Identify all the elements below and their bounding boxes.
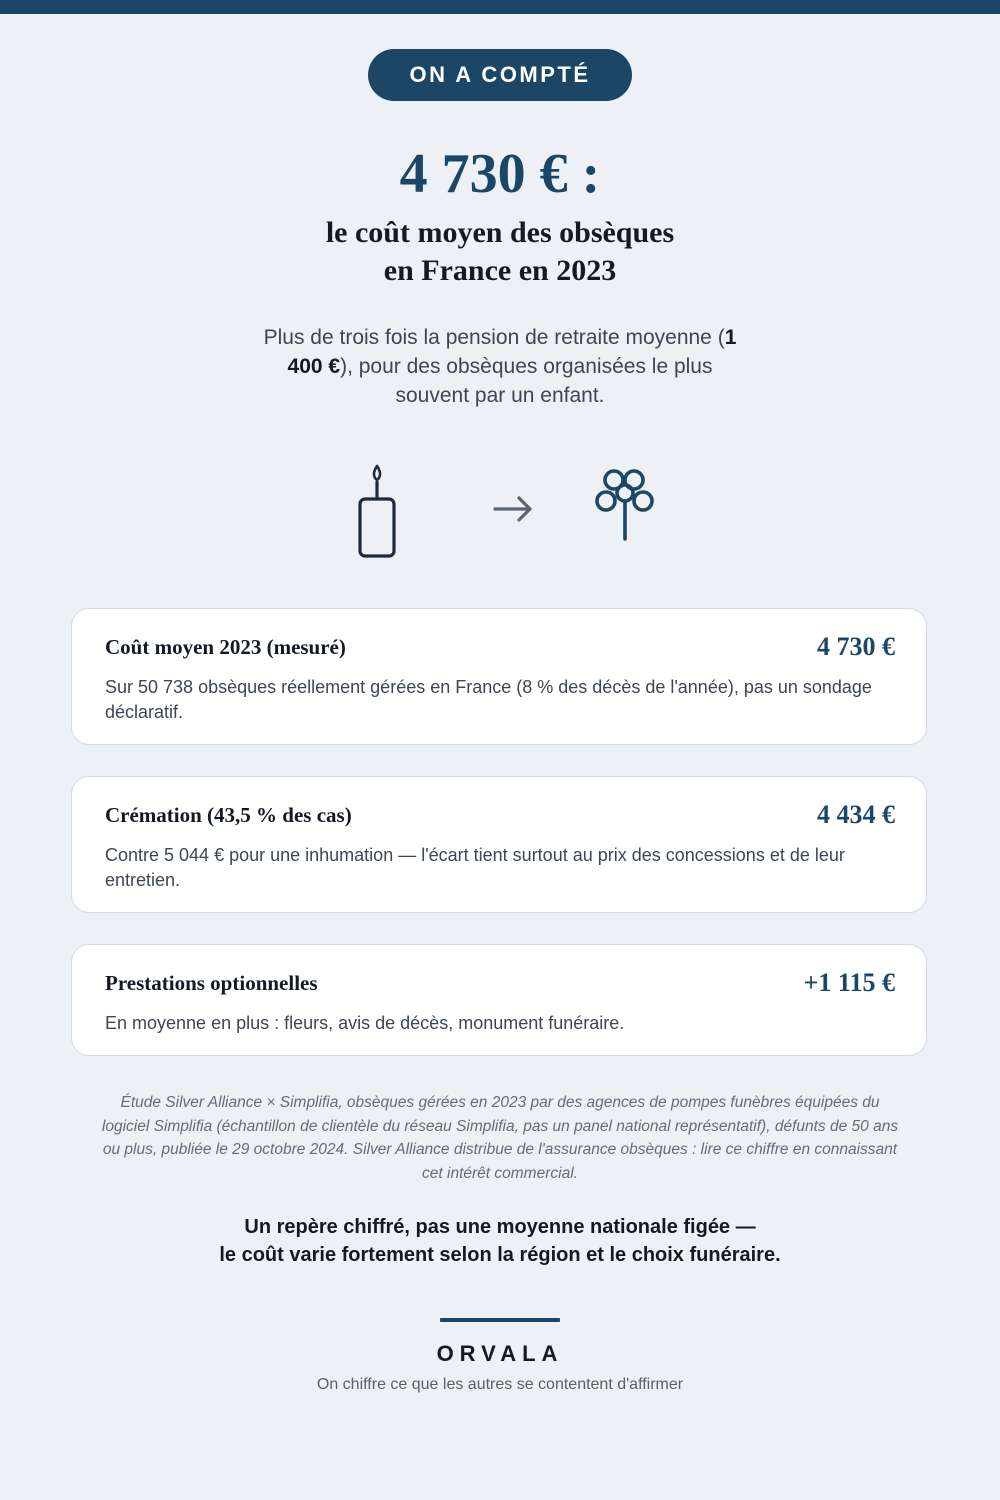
stat-card-value: +1 115 €: [803, 968, 895, 997]
category-badge: [368, 49, 632, 101]
arrow-right-icon: [495, 498, 530, 520]
hero-headline-line-2: en France en 2023: [383, 254, 617, 287]
stat-card-description: Sur 50 738 obsèques réellement gérées en France (8 % des décès de l'année), pas un sondage déclaratif.: [105, 677, 872, 722]
stat-card-description: Contre 5 044 € pour une inhumation — l'écart tient surtout au prix des concessions et de leur entretien.: [105, 845, 845, 890]
top-accent-bar: [0, 0, 1000, 14]
stat-card-title: Crémation (43,5 % des cas): [105, 803, 352, 827]
stat-card-average-cost: [71, 608, 927, 745]
brand-logo: ORVALA: [436, 1341, 564, 1366]
candle-icon: [360, 466, 394, 556]
stat-card-cremation: [71, 776, 927, 913]
stat-card-optional-services: [71, 944, 927, 1056]
hero-lead-text-before: Plus de trois fois la pension de retraite moyenne (: [263, 326, 725, 349]
stat-card-value: 4 434 €: [817, 800, 895, 829]
flower-icon: [597, 471, 652, 539]
category-badge-label: ON A COMPTÉ: [409, 62, 591, 87]
stat-card-value: 4 730 €: [817, 632, 895, 661]
callout-line-1: Un repère chiffré, pas une moyenne nationale figée —: [244, 1216, 756, 1238]
illustration-row: [0, 460, 1000, 570]
stat-card-title: Prestations optionnelles: [105, 971, 318, 995]
callout-line-2: le coût varie fortement selon la région et le choix funéraire.: [219, 1244, 781, 1266]
brand-tagline: On chiffre ce que les autres se contentent d'affirmer: [316, 1376, 684, 1393]
source-note: Étude Silver Alliance × Simplifia, obsèques gérées en 2023 par des agences de pompes funèbres équipées du logiciel Simplifia (échantillon de clientèle du réseau Simplifia, pas un panel national représentatif), défunts de 50 ans ou plus, publiée le 29 octobre 2024. Silver Alliance distribue de l'assurance obsèques : lire ce chiffre en connaissant cet intérêt commercial.: [101, 1094, 899, 1182]
hero-headline: [200, 214, 800, 290]
hero-headline-line-1: le coût moyen des obsèques: [325, 216, 675, 249]
stat-card-description: En moyenne en plus : fleurs, avis de décès, monument funéraire.: [105, 1013, 625, 1033]
hero-lead-text-after: ), pour des obsèques organisées le plus souvent par un enfant.: [340, 355, 713, 407]
hero-lead: [250, 323, 750, 410]
footer-divider: [440, 1318, 560, 1322]
hero-value: 4 730 € :: [399, 143, 601, 205]
callout: [150, 1213, 850, 1269]
stat-card-title: Coût moyen 2023 (mesuré): [105, 635, 346, 659]
hero-lead-highlight: 1 400 €: [287, 326, 737, 378]
